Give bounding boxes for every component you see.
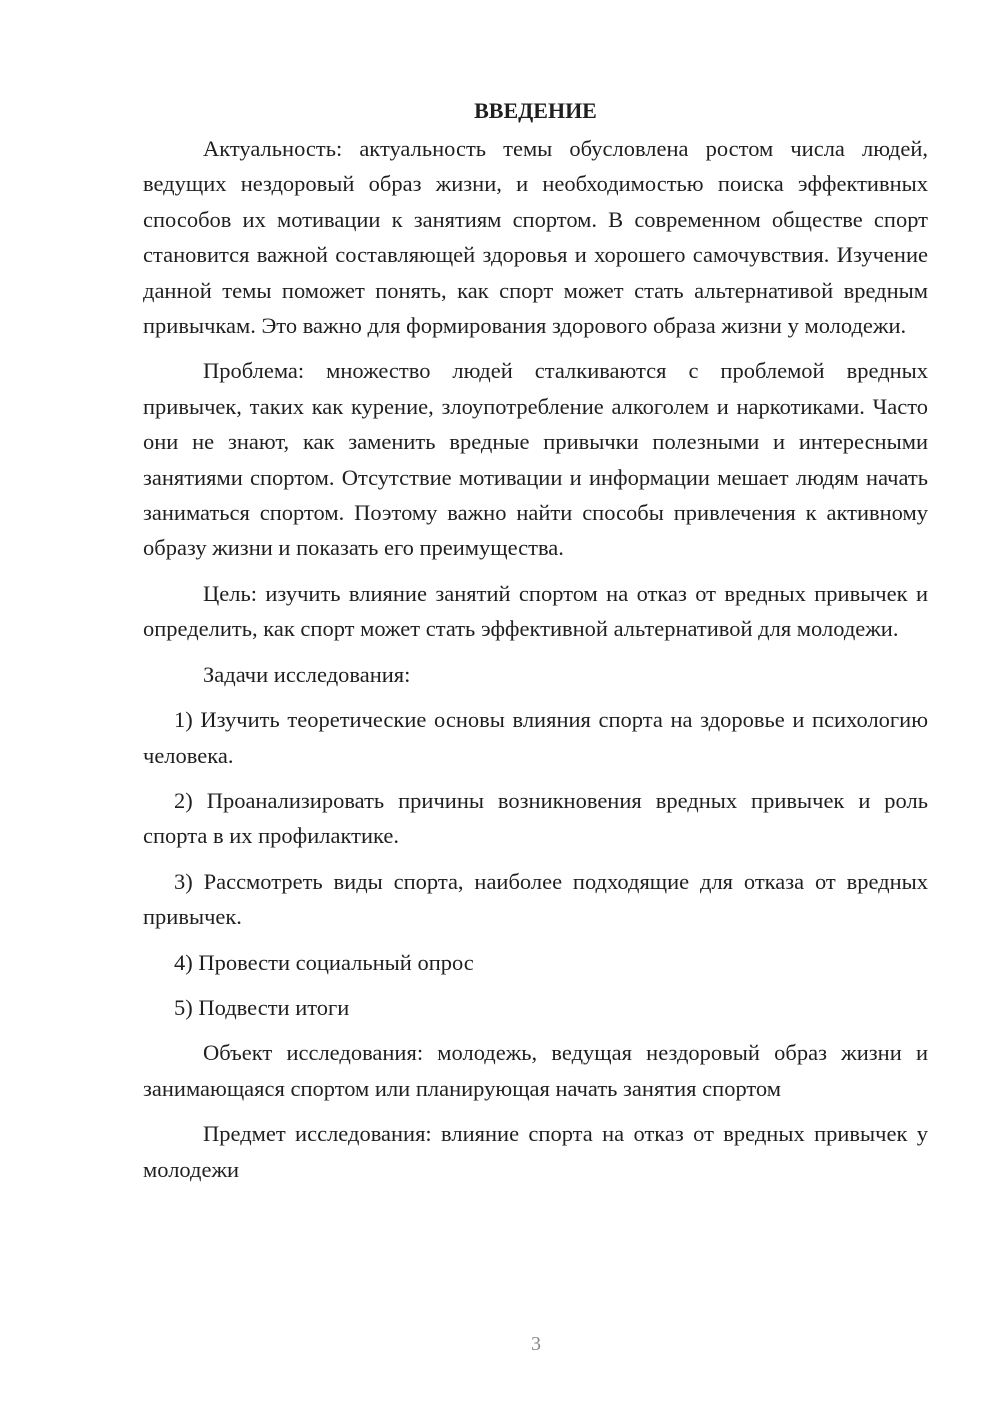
paragraph-tasks-heading: Задачи исследования:: [203, 661, 411, 687]
task-item-1: 1) Изучить теоретические основы влияния спорта на здоровье и психологию человека.: [143, 707, 928, 768]
task-item-5: 5) Подвести итоги: [174, 994, 350, 1020]
paragraph-goal: Цель: изучить влияние занятий спортом на отказ от вредных привычек и определить, как спорт может стать эффективной альтернативой для молодежи.: [143, 580, 928, 642]
task-item-3: 3) Рассмотреть виды спорта, наиболее подходящие для отказа от вредных привычек.: [143, 868, 928, 930]
page-number: 3: [531, 1333, 541, 1355]
paragraph-problem: Проблема: множество людей сталкиваются с проблемой вредных привычек, таких как курение, злоупотребление алкоголем и наркотиками. Часто они не знают, как заменить вредные привычки полезными и интересными занятиями спортом. Отсутствие мотивации и информации мешает людям начать заниматься спортом. Поэтому важно найти способы привлечения к активному образу жизни и показать его преимущества.: [143, 358, 928, 561]
paragraph-relevance: Актуальность: актуальность темы обусловлена ростом числа людей, ведущих нездоровый образ жизни, и необходимостью поиска эффективных способов их мотивации к занятиям спортом. В современном обществе спорт становится важной составляющей здоровья и хорошего самочувствия. Изучение данной темы поможет понять, как спорт может стать альтернативой вредным привычкам. Это важно для формирования здорового образа жизни у молодежи.: [143, 136, 928, 339]
page-content: [143, 91, 928, 1187]
section-title: ВВЕДЕНИЕ: [474, 98, 597, 123]
paragraph-subject: Предмет исследования: влияние спорта на отказ от вредных привычек у молодежи: [143, 1121, 928, 1182]
paragraph-object: Объект исследования: молодежь, ведущая нездоровый образ жизни и занимающаяся спортом или планирующая начать занятия спортом: [143, 1040, 928, 1101]
task-item-2: 2) Проанализировать причины возникновения вредных привычек и роль спорта в их профилактике.: [143, 787, 928, 849]
task-item-4: 4) Провести социальный опрос: [174, 949, 474, 975]
